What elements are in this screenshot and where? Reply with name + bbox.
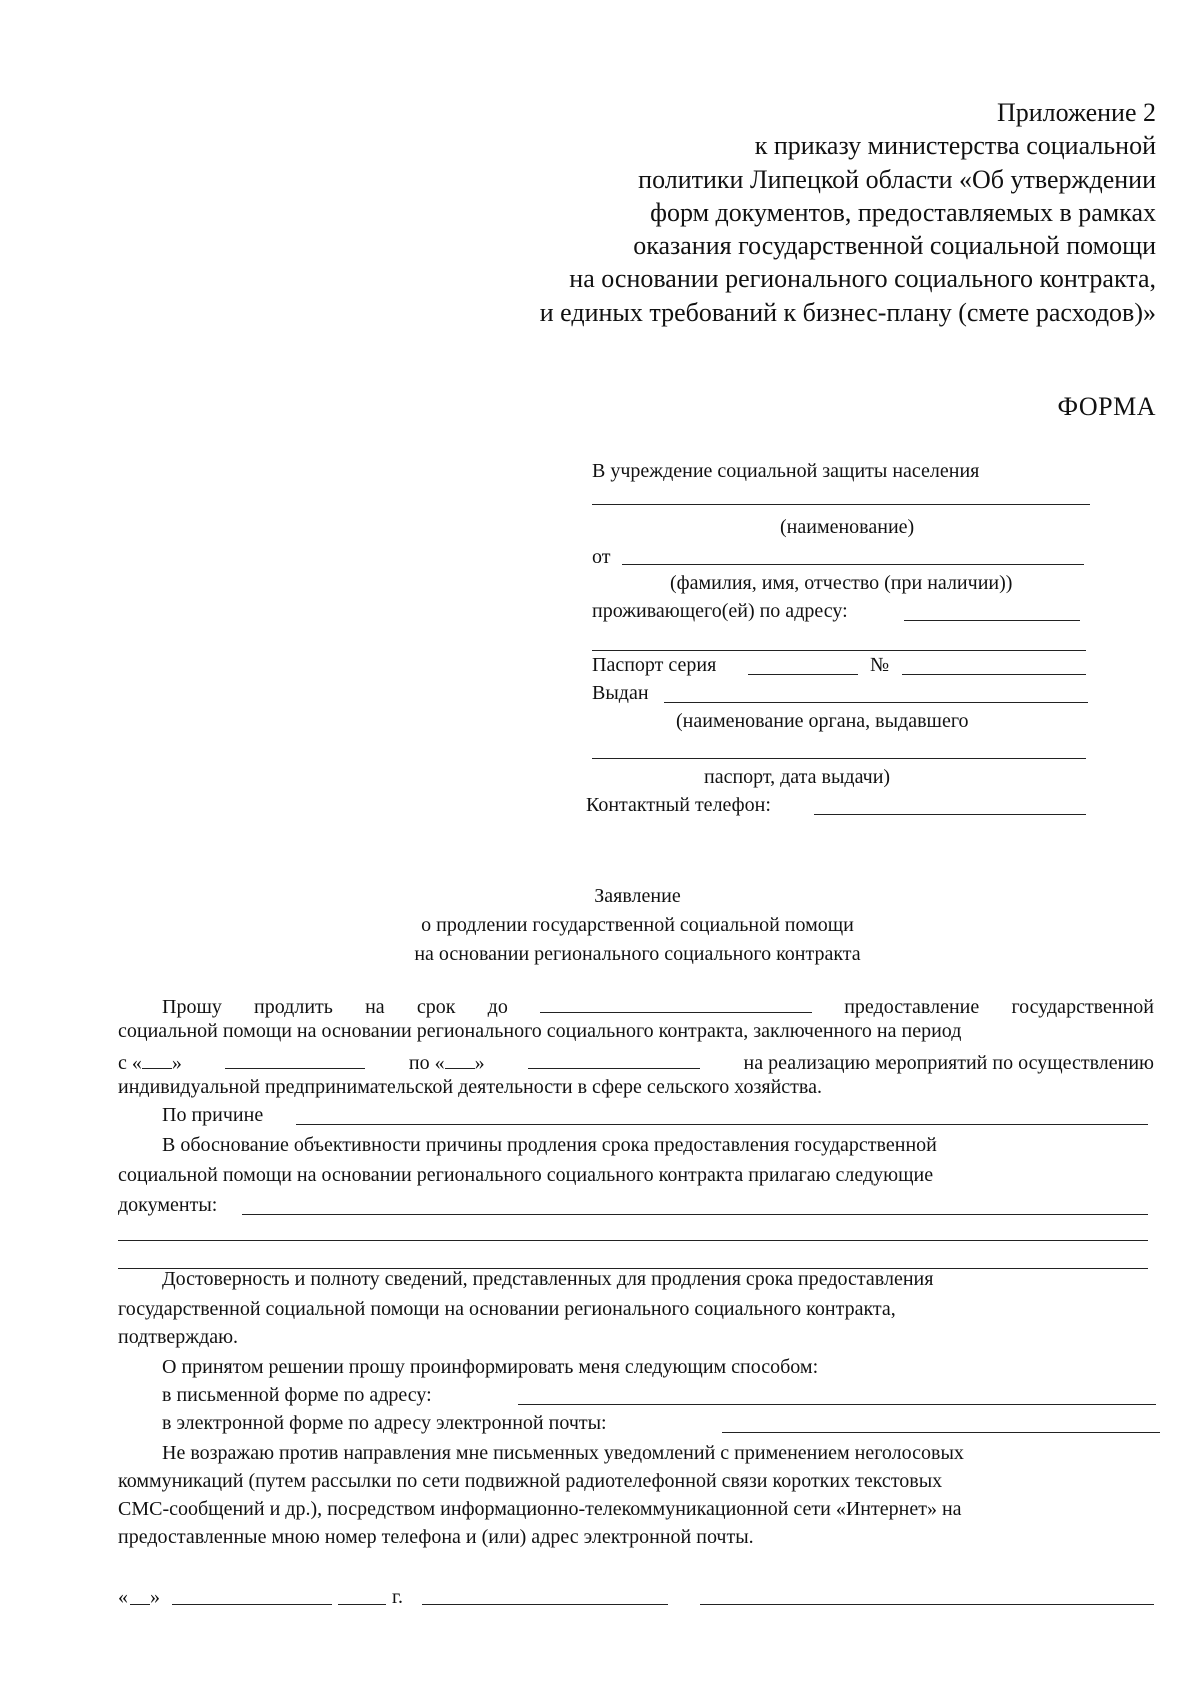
appendix-line: Приложение 2 (996, 98, 1156, 127)
documents-field[interactable] (242, 1214, 1148, 1215)
appendix-line: форм документов, предоставляемых в рамках (650, 197, 1156, 227)
confirmation-line: Достоверность и полноту сведений, представленных для продления срока предоставления (162, 1268, 934, 1290)
inform-method-label: О принятом решении прошу проинформировать меня следующим способом: (162, 1356, 819, 1378)
reason-label: По причине (162, 1104, 264, 1126)
request-line: социальной помощи на основании регионального социального контракта, заключенного на период (118, 1020, 962, 1042)
issued-by-field-line-2[interactable] (592, 758, 1086, 759)
year-suffix: г. (392, 1586, 403, 1608)
text: » (474, 1052, 485, 1074)
appendix-header (396, 96, 1156, 329)
period-to (409, 1048, 485, 1075)
confirmation-line: подтверждаю. (118, 1326, 239, 1348)
date-close-quote: » (150, 1586, 160, 1608)
period-from-month-field[interactable] (225, 1048, 365, 1069)
consent-line: Не возражаю против направления мне письменных уведомлений с применением неголосовых (162, 1442, 964, 1464)
form-label: ФОРМА (1057, 392, 1156, 421)
appendix-line: к приказу министерства социальной (754, 131, 1156, 161)
text: » (171, 1052, 182, 1074)
text: до (487, 996, 508, 1018)
documents-field-line-2[interactable] (118, 1240, 1148, 1241)
statement-title: Заявление (594, 885, 681, 907)
sign-month-field[interactable] (172, 1604, 332, 1605)
passport-number-label: № (870, 654, 890, 676)
phone-field[interactable] (814, 814, 1086, 815)
signature-name-field[interactable] (700, 1604, 1154, 1605)
text: государственной (1011, 996, 1154, 1018)
request-line (162, 992, 1154, 1022)
extend-until-date-field[interactable] (540, 992, 812, 1013)
passport-series-field[interactable] (748, 674, 858, 675)
issuer-caption: (наименование органа, выдавшего (676, 710, 969, 732)
text: продлить (254, 996, 333, 1018)
period-from (118, 1048, 182, 1075)
issue-date-caption: паспорт, дата выдачи) (704, 766, 891, 788)
confirmation-line: государственной социальной помощи на основании регионального социального контракта, (118, 1298, 896, 1320)
appendix-line: оказания государственной социальной помощи (633, 231, 1156, 261)
period-line (118, 1048, 1154, 1078)
justification-line: В обоснование объективности причины продления срока предоставления государственной (162, 1134, 937, 1156)
statement-subtitle: о продлении государственной социальной помощи (421, 914, 854, 936)
documents-label: документы: (118, 1194, 218, 1216)
consent-line: СМС-сообщений и др.), посредством информационно-телекоммуникационной сети «Интернет» на (118, 1498, 962, 1520)
email-label: в электронной форме по адресу электронной почты: (162, 1412, 607, 1434)
fio-caption: (фамилия, имя, отчество (при наличии)) (670, 572, 1013, 594)
justification-line: социальной помощи на основании регионального социального контракта прилагаю следующие (118, 1164, 934, 1186)
applicant-name-field[interactable] (622, 564, 1084, 565)
address-field-line-2[interactable] (592, 650, 1086, 651)
issued-by-field[interactable] (664, 702, 1088, 703)
address-field[interactable] (904, 620, 1080, 621)
text: на (365, 996, 385, 1018)
consent-line: коммуникаций (путем рассылки по сети подвижной радиотелефонной связи коротких текстовых (118, 1470, 943, 1492)
consent-line: предоставленные мною номер телефона и (или) адрес электронной почты. (118, 1526, 754, 1548)
email-field[interactable] (722, 1432, 1160, 1433)
date-open-quote: « (118, 1586, 128, 1608)
text: предоставление (844, 996, 980, 1018)
statement-subtitle: на основании регионального социального контракта (414, 943, 861, 965)
institution-name-field[interactable] (592, 504, 1090, 505)
sign-day-field[interactable] (130, 1604, 150, 1605)
text: с « (118, 1052, 142, 1074)
issued-label: Выдан (592, 682, 649, 704)
sign-year-field[interactable] (338, 1604, 386, 1605)
signature-field[interactable] (422, 1604, 668, 1605)
appendix-line: политики Липецкой области «Об утверждении (638, 164, 1156, 194)
institution-name-caption: (наименование) (780, 516, 915, 538)
reason-field[interactable] (296, 1124, 1148, 1125)
paper-address-label: в письменной форме по адресу: (162, 1384, 432, 1406)
address-label: проживающего(ей) по адресу: (592, 600, 848, 622)
institution-label: В учреждение социальной защиты населения (592, 460, 980, 482)
passport-number-field[interactable] (902, 674, 1086, 675)
request-line: индивидуальной предпринимательской деятельности в сфере сельского хозяйства. (118, 1076, 822, 1098)
paper-address-field[interactable] (518, 1404, 1156, 1405)
appendix-line: на основании регионального социального контракта, (569, 264, 1156, 294)
text: срок (416, 996, 456, 1018)
text: Прошу (162, 996, 222, 1018)
period-to-day-field[interactable] (445, 1048, 475, 1069)
phone-label: Контактный телефон: (586, 794, 771, 816)
period-from-day-field[interactable] (142, 1048, 172, 1069)
from-label: от (592, 546, 611, 568)
appendix-line: и единых требований к бизнес-плану (смете расходов)» (539, 297, 1156, 327)
text: по « (408, 1052, 445, 1074)
text: на реализацию мероприятий по осуществлению (743, 1052, 1154, 1074)
period-to-month-field[interactable] (528, 1048, 700, 1069)
passport-series-label: Паспорт серия (592, 654, 717, 676)
